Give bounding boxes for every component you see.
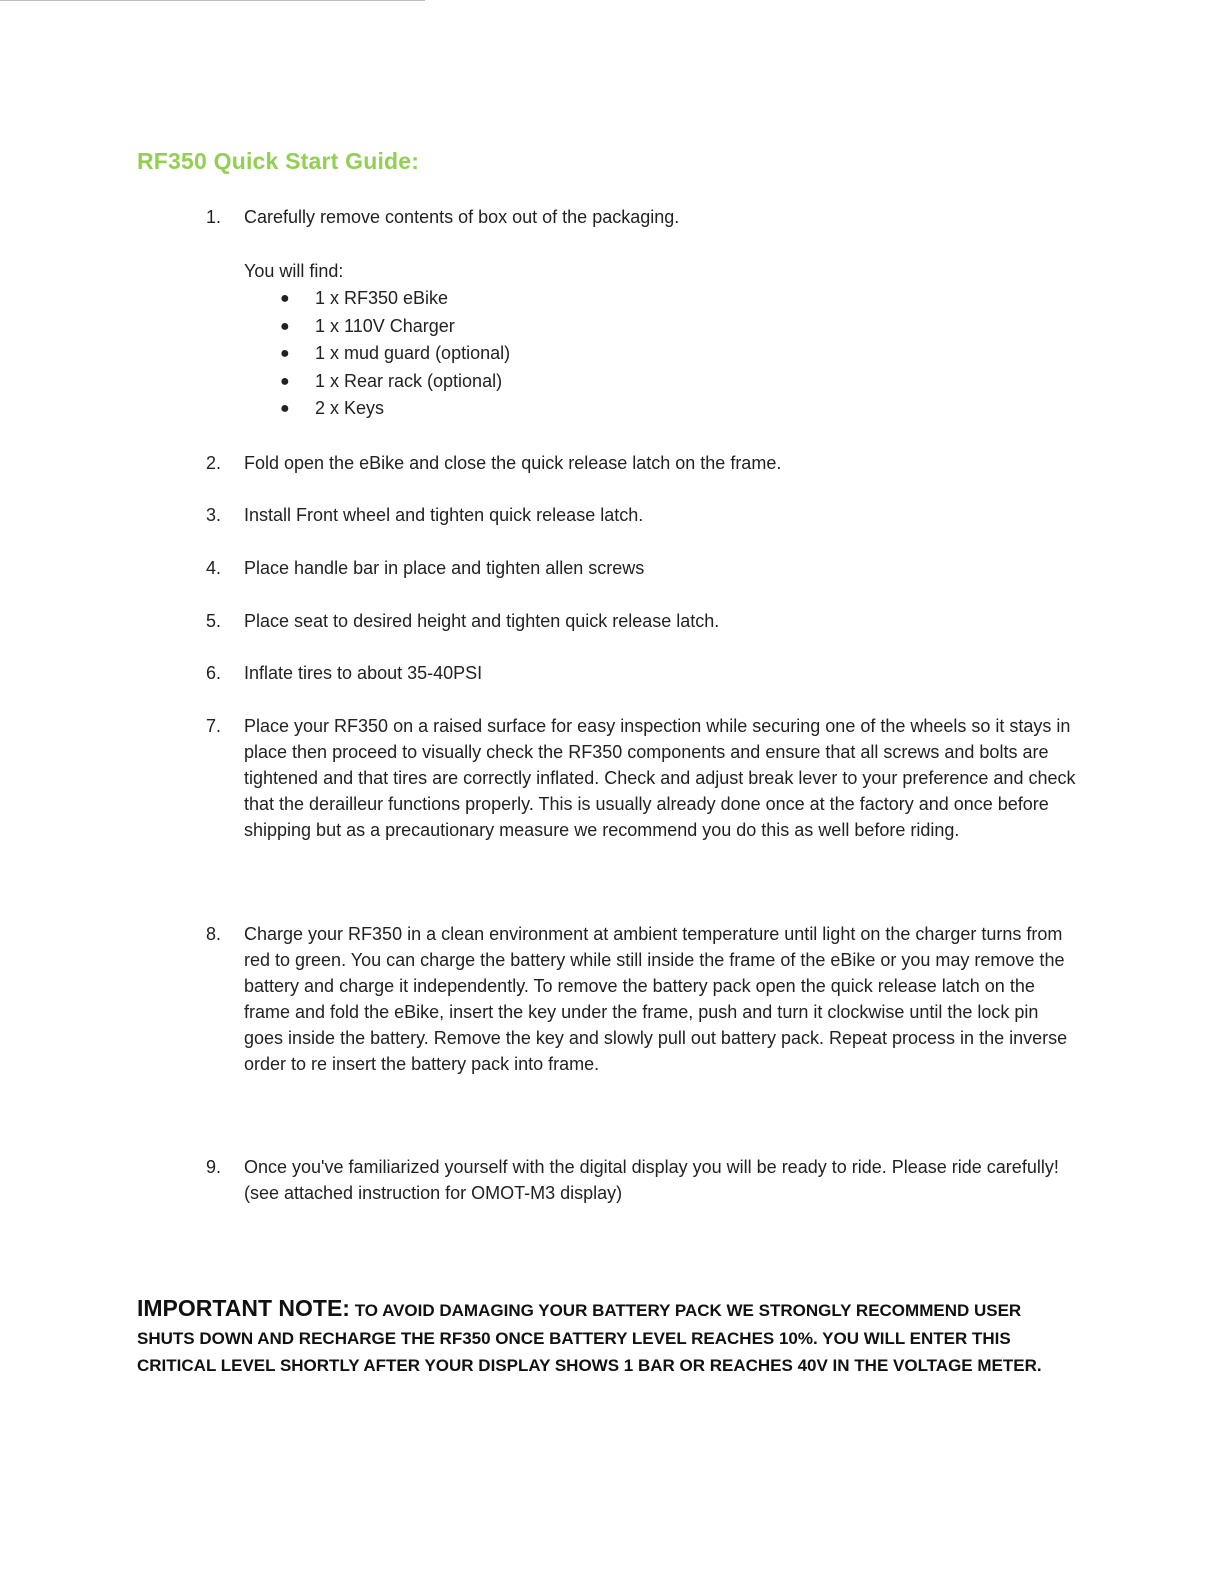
contents-list [278,285,510,423]
step-3 [206,502,1076,528]
step-4 [206,555,1076,581]
step-text: Charge your RF350 in a clean environment at ambient temperature until light on the charger turns from red to green. You can charge the battery while still inside the frame of the eBike or you may remove the battery and charge it independently. To remove the battery pack open the quick release latch on the frame and fold the eBike, insert the key under the frame, push and turn it clockwise until the lock pin goes inside the battery. Remove the key and slowly pull out battery pack. Repeat process in the inverse order to re insert the battery pack into frame. [244,924,1068,1074]
step-number: 7. [206,716,222,736]
list-item: ● 1 x RF350 eBike [278,285,510,313]
step-9 [206,1154,1076,1206]
page-title: RF350 Quick Start Guide: [137,148,420,174]
step-5 [206,608,1076,634]
step-text: Inflate tires to about 35-40PSI [244,663,483,683]
step-2 [206,450,1076,476]
bullet-icon: ● [280,290,290,307]
step-number: 9. [206,1157,222,1177]
step-6 [206,660,1076,686]
bullet-icon: ● [280,317,290,335]
step-text: Place handle bar in place and tighten allen screws [244,558,645,578]
step-text: Carefully remove contents of box out of the packaging. [244,207,680,227]
note-body: TO AVOID DAMAGING YOUR BATTERY PACK WE STRONGLY RECOMMEND USER SHUTS DOWN AND RECHARGE THE RF350 ONCE BATTERY LEVEL REACHES 10%. YOU WILL ENTER THIS CRITICAL LEVEL SHORTLY AFTER YOUR DISPLAY SHOWS 1 BAR OR REACHES 40V IN THE VOLTAGE METER. [137,1301,1042,1375]
bullet-icon: ● [280,345,290,362]
step-number: 4. [206,558,222,578]
step-text: Place your RF350 on a raised surface for easy inspection while securing one of the wheels so it stays in place then proceed to visually check the RF350 components and ensure that all screws and bolts are tightened and that tires are correctly inflated. Check and adjust break lever to your preference and check that the derailleur functions properly. This is usually already done once at the factory and once before shipping but as a precautionary measure we recommend you do this as well before riding. [244,716,1076,840]
step-number: 3. [206,505,222,525]
step-8 [206,921,1076,1077]
step-number: 8. [206,924,222,944]
list-item: ● 1 x 110V Charger [278,313,510,341]
list-item: ● 2 x Keys [278,395,510,423]
important-note [137,1295,1077,1380]
step-text: Fold open the eBike and close the quick release latch on the frame. [244,453,782,473]
scan-edge-line [0,0,425,1]
step-number: 6. [206,663,222,683]
step-number: 5. [206,611,222,631]
find-label: You will find: [244,261,344,281]
bullet-icon: ● [280,400,290,417]
step-number: 1. [206,207,222,227]
bullet-icon: ● [280,372,290,390]
note-heading: IMPORTANT NOTE: [137,1295,350,1321]
step-number: 2. [206,453,222,473]
step-text: Install Front wheel and tighten quick release latch. [244,505,644,525]
step-text: Once you've familiarized yourself with the digital display you will be ready to ride. Please ride carefully! (see attached instruction for OMOT-M3 display) [244,1157,1059,1203]
step-text: Place seat to desired height and tighten quick release latch. [244,611,720,631]
list-item: ● 1 x mud guard (optional) [278,340,510,368]
list-item: ● 1 x Rear rack (optional) [278,368,510,396]
step-1 [206,204,1076,230]
step-7 [206,713,1076,843]
